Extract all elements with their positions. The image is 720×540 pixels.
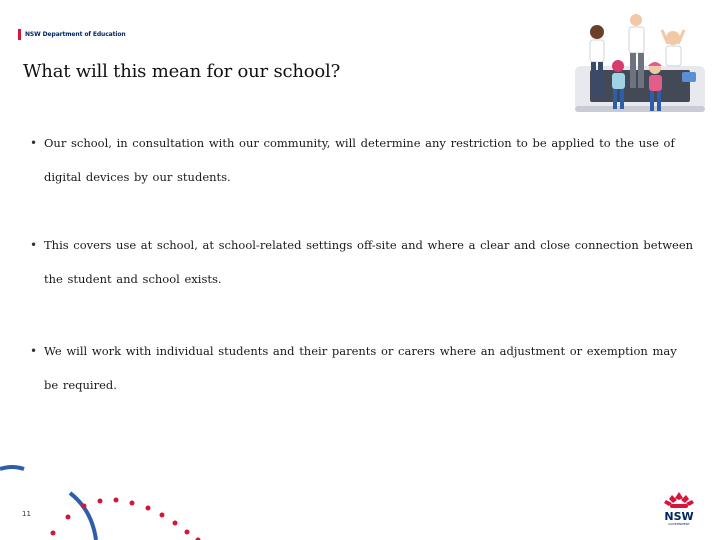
person-center-leg [630, 53, 636, 88]
bullet-text: This covers use at school, at school-related settings off-site and where a clear and close connection between the student and school exists. [44, 238, 694, 286]
waratah-icon [664, 492, 694, 508]
tablet-device [682, 72, 696, 82]
person-seated-right-hat [648, 62, 662, 66]
person-left-head [590, 25, 604, 39]
person-seated-left-body [612, 73, 625, 89]
person-seated-right-leg [657, 91, 661, 111]
bullet-item [30, 126, 695, 194]
person-left-leg [598, 62, 603, 98]
person-right-body [666, 46, 681, 66]
nsw-logo [658, 490, 700, 526]
students-illustration [570, 8, 710, 118]
blue-arc-left [0, 467, 24, 469]
bullet-text: We will work with individual students and their parents or carers where an adjustment or exemption may be required. [44, 344, 677, 392]
bullet-item [30, 228, 695, 296]
person-center-body [629, 27, 644, 53]
person-seated-left-leg [620, 89, 624, 109]
bullet-text: Our school, in consultation with our community, will determine any restriction to be applied to the use of digital devices by our students. [44, 136, 675, 184]
person-seated-left-hair [612, 60, 624, 72]
bullet-dot-icon: • [30, 238, 38, 252]
person-center-head [630, 14, 642, 26]
blue-arc-center [70, 493, 96, 540]
logo-subtitle: GOVERNMENT [668, 522, 690, 526]
org-header [18, 28, 126, 40]
org-name: NSW Department of Education [25, 30, 126, 38]
decorative-arcs [0, 455, 260, 540]
person-center-leg [638, 53, 644, 88]
page-number: 11 [22, 510, 31, 518]
header-accent-bar [18, 29, 21, 40]
bullet-item [30, 334, 695, 402]
person-seated-left-leg [613, 89, 617, 109]
bullet-dot-icon: • [30, 344, 38, 358]
red-dotted-arc [51, 498, 201, 540]
person-left-leg [591, 62, 596, 98]
bullet-dot-icon: • [30, 136, 38, 150]
laptop-edge [575, 106, 705, 112]
person-seated-right-leg [650, 91, 654, 111]
logo-wordmark: NSW [664, 510, 694, 523]
person-left-body [590, 40, 604, 62]
person-seated-right-body [649, 75, 662, 91]
slide-title: What will this mean for our school? [23, 61, 341, 82]
